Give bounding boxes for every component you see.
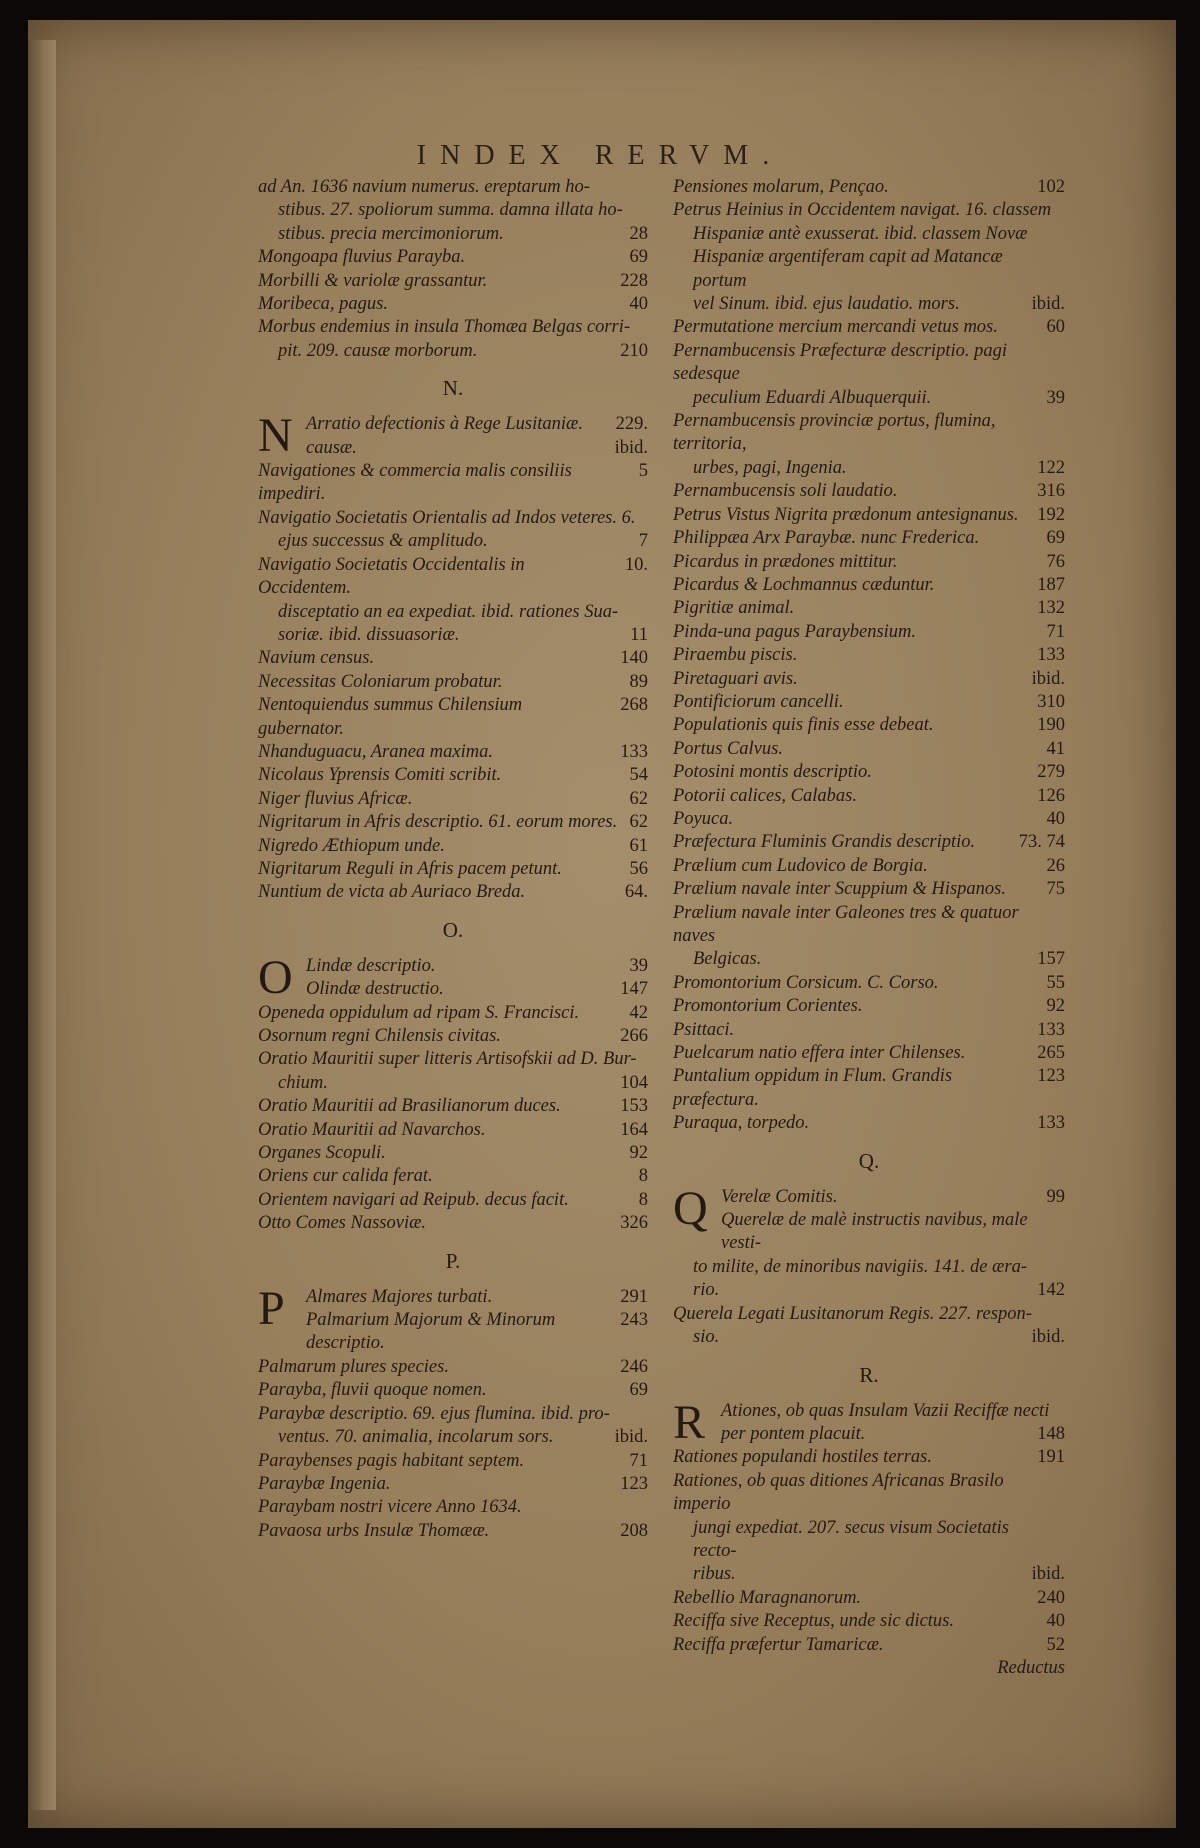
index-entry — [258, 176, 648, 199]
entry-text: Populationis quis finis esse debeat. — [673, 715, 934, 736]
entry-text: Promontorium Corientes. — [673, 996, 863, 1017]
index-entry — [258, 1356, 648, 1379]
index-entry — [258, 507, 648, 530]
entry-page-ref: 147 — [620, 979, 648, 1000]
entry-page-ref: 190 — [1037, 715, 1065, 736]
entry-text: Promontorium Corsicum. C. Corso. — [673, 972, 939, 993]
entry-page-ref: 99 — [1046, 1186, 1065, 1207]
index-entry — [673, 808, 1065, 831]
index-entry — [673, 246, 1065, 293]
entry-text: vel Sinum. ibid. ejus laudatio. mors. — [693, 294, 960, 315]
entry-page-ref: 76 — [1046, 551, 1065, 572]
index-entry — [673, 1279, 1065, 1302]
entry-text: Potosini montis descriptio. — [673, 762, 872, 783]
index-entry — [258, 437, 648, 460]
entry-page-ref: 64. — [624, 882, 648, 903]
index-entry — [258, 881, 648, 904]
section-letter: P. — [445, 1248, 461, 1273]
index-entry — [673, 1587, 1065, 1610]
index-entry — [258, 601, 648, 624]
entry-page-ref: 92 — [629, 1143, 648, 1164]
entry-page-ref: 7 — [638, 531, 648, 552]
entry-page-ref: 187 — [1037, 574, 1065, 595]
index-entry — [673, 410, 1065, 457]
index-entry — [673, 504, 1065, 527]
index-entry — [258, 246, 648, 269]
entry-text: Prælium cum Ludovico de Borgia. — [673, 855, 928, 876]
index-entry — [673, 199, 1065, 222]
entry-text: Petrus Vistus Nigrita prædonum antesignanus. — [673, 504, 1019, 525]
index-entry — [258, 955, 648, 978]
index-entry — [673, 972, 1065, 995]
entry-page-ref: 10. — [624, 554, 648, 575]
entry-page-ref: 56 — [629, 858, 648, 879]
index-entry — [673, 878, 1065, 901]
index-entry — [673, 621, 1065, 644]
page-gutter-edge — [28, 40, 56, 1810]
entry-page-ref: ibid. — [1031, 1564, 1065, 1585]
index-entry — [673, 948, 1065, 971]
index-entry — [258, 694, 648, 741]
entry-page-ref: 210 — [620, 340, 648, 361]
index-entry — [673, 340, 1065, 387]
entry-text: Rationes populandi hostiles terras. — [673, 1447, 932, 1468]
entry-text: Puelcarum natio effera inter Chilenses. — [673, 1043, 966, 1064]
index-entry — [673, 551, 1065, 574]
index-entry — [673, 1042, 1065, 1065]
entry-page-ref: 104 — [620, 1072, 648, 1093]
drop-cap: P — [258, 1281, 285, 1335]
entry-text: ventus. 70. animalia, incolarum sors. — [278, 1427, 554, 1448]
entry-page-ref: 89 — [629, 671, 648, 692]
index-entry — [258, 764, 648, 787]
index-entry — [258, 460, 648, 507]
entry-text: Arratio defectionis à Rege Lusitaniæ. — [306, 414, 583, 435]
index-entry — [258, 624, 648, 647]
entry-page-ref: 133 — [620, 741, 648, 762]
section-letter: O. — [442, 917, 464, 942]
entry-text: Belgicas. — [693, 949, 762, 970]
entry-text: ribus. — [693, 1564, 736, 1585]
index-entry — [673, 1303, 1065, 1326]
index-entry — [258, 1379, 648, 1402]
index-entry — [258, 1496, 648, 1519]
index-entry — [258, 1520, 648, 1543]
drop-cap: R — [673, 1395, 706, 1449]
entry-page-ref: 55 — [1046, 972, 1065, 993]
index-entry — [258, 1189, 648, 1212]
entry-page-ref: 40 — [1046, 1611, 1065, 1632]
entry-text: per pontem placuit. — [721, 1423, 866, 1444]
entry-text: Necessitas Coloniarum probatur. — [258, 671, 503, 692]
entry-text: Oratio Mauritii ad Navarchos. — [258, 1119, 486, 1140]
entry-page-ref: 132 — [1037, 598, 1065, 619]
index-entry — [673, 223, 1065, 246]
entry-text: stibus. 27. spoliorum summa. damna illata ho- — [278, 200, 623, 221]
index-entry — [673, 1400, 1065, 1423]
entry-page-ref: 123 — [1037, 1066, 1065, 1087]
running-head: INDEX RERVM. — [416, 140, 784, 171]
entry-text: Poyuca. — [673, 808, 734, 829]
index-entry — [673, 1019, 1065, 1042]
index-entry — [258, 1142, 648, 1165]
entry-text: Paraybam nostri vicere Anno 1634. — [258, 1497, 522, 1518]
index-entry — [673, 1423, 1065, 1446]
entry-page-ref: 92 — [1046, 996, 1065, 1017]
entry-text: Piraembu piscis. — [673, 645, 798, 666]
entry-text: chium. — [278, 1072, 328, 1093]
entry-page-ref: ibid. — [614, 1427, 648, 1448]
index-entry — [673, 1517, 1065, 1564]
entry-page-ref: ibid. — [1031, 1327, 1065, 1348]
entry-text: Puntalium oppidum in Flum. Grandis præfectura. — [673, 1066, 953, 1110]
entry-text: Palmarium Majorum & Minorum descriptio. — [306, 1310, 556, 1354]
drop-cap-entry — [258, 409, 648, 463]
index-entry — [258, 647, 648, 670]
entry-text: Pinda-una pagus Paraybensium. — [673, 621, 917, 642]
entry-page-ref: 54 — [629, 765, 648, 786]
index-entry — [673, 714, 1065, 737]
index-entry — [258, 1450, 648, 1473]
entry-page-ref: ibid. — [614, 437, 648, 458]
entry-text: Pontificiorum cancelli. — [673, 691, 844, 712]
index-entry — [258, 530, 648, 553]
entry-text: Nigritarum Reguli in Afris pacem petunt. — [258, 858, 562, 879]
index-entry — [673, 1112, 1065, 1135]
entry-text: Orientem navigari ad Reipub. decus facit. — [258, 1189, 569, 1210]
index-entry — [673, 527, 1065, 550]
entry-text: Openeda oppidulum ad ripam S. Francisci. — [258, 1002, 580, 1023]
entry-text: Moribeca, pagus. — [258, 294, 388, 315]
entry-text: Pernambucensis soli laudatio. — [673, 481, 898, 502]
index-entry — [258, 1095, 648, 1118]
entry-page-ref: 228 — [620, 270, 648, 291]
index-entry — [673, 176, 1065, 199]
index-entry — [673, 457, 1065, 480]
index-entry — [673, 855, 1065, 878]
entry-text: Querelæ de malè instructis navibus, male vesti- — [721, 1210, 1028, 1254]
entry-text: Portus Calvus. — [673, 738, 783, 759]
entry-page-ref: 266 — [620, 1026, 648, 1046]
entry-page-ref: 268 — [620, 695, 648, 716]
section-letter: R. — [859, 1362, 879, 1387]
entry-page-ref: 123 — [620, 1473, 648, 1494]
entry-text: Nicolaus Yprensis Comiti scribit. — [258, 765, 502, 786]
entry-page-ref: 69 — [1046, 528, 1065, 549]
entry-text: Potorii calices, Calabas. — [673, 785, 857, 806]
index-entry — [258, 741, 648, 764]
entry-page-ref: 140 — [620, 648, 648, 669]
index-entry — [258, 1048, 648, 1071]
entry-page-ref: 153 — [620, 1096, 648, 1117]
entry-page-ref: 243 — [620, 1310, 648, 1331]
entry-text: Osornum regni Chilensis civitas. — [258, 1026, 501, 1046]
entry-text: Ationes, ob quas Insulam Vazii Reciffæ necti — [721, 1400, 1050, 1421]
index-entry — [258, 1426, 648, 1449]
entry-text: Olindæ destructio. — [306, 979, 444, 1000]
index-entry — [258, 199, 648, 222]
index-entry — [673, 1634, 1065, 1657]
entry-text: causæ. — [306, 437, 357, 458]
entry-text: Hispaniæ argentiferam capit ad Matancæ portum — [693, 247, 1003, 291]
entry-text: ad An. 1636 navium numerus. ereptarum ho- — [258, 177, 590, 197]
entry-text: Oratio Mauritii super litteris Artisofskii ad D. Bur- — [258, 1049, 637, 1070]
entry-page-ref: 73. 74 — [1018, 832, 1065, 853]
index-entry — [673, 316, 1065, 339]
index-entry — [673, 1065, 1065, 1112]
index-entry — [258, 811, 648, 834]
entry-page-ref: 240 — [1037, 1587, 1065, 1608]
entry-text: Reciffa præfertur Tamaricæ. — [673, 1634, 884, 1655]
index-column-right — [673, 176, 1065, 1680]
entry-page-ref: 11 — [630, 624, 648, 645]
entry-text: Palmarum plures species. — [258, 1356, 449, 1377]
entry-text: Morbilli & variolæ grassantur. — [258, 270, 488, 291]
index-entry — [673, 831, 1065, 854]
index-entry — [258, 1025, 648, 1048]
drop-cap-entry — [258, 950, 648, 1004]
entry-text: Paraybæ descriptio. 69. ejus flumina. ibid. pro- — [258, 1403, 610, 1424]
index-entry — [673, 1326, 1065, 1349]
entry-text: Prælium navale inter Galeones tres & quatuor naves — [673, 902, 1019, 946]
entry-text: stibus. precia mercimoniorum. — [278, 223, 504, 244]
entry-text: Pavaosa urbs Insulæ Thomææ. — [258, 1520, 490, 1541]
entry-page-ref: 316 — [1037, 481, 1065, 502]
entry-text: Nhanduguacu, Aranea maxima. — [258, 741, 493, 762]
entry-text: Nentoquiendus summus Chilensium gubernator. — [258, 695, 523, 739]
index-entry — [673, 1446, 1065, 1469]
entry-page-ref: 246 — [620, 1356, 648, 1377]
index-entry — [673, 902, 1065, 949]
entry-text: Lindæ descriptio. — [306, 955, 436, 976]
entry-text: Nuntium de victa ab Auriaco Breda. — [258, 882, 526, 903]
entry-text: Puraqua, torpedo. — [673, 1113, 810, 1134]
index-entry — [258, 293, 648, 316]
entry-text: urbes, pagi, Ingenia. — [693, 457, 847, 478]
entry-text: Querela Legati Lusitanorum Regis. 227. respon- — [673, 1303, 1032, 1324]
entry-text: disceptatio an ea expediat. ibid. rationes Sua- — [278, 601, 619, 622]
drop-cap-entry — [258, 1281, 648, 1356]
drop-cap-entry — [673, 1395, 1065, 1449]
entry-page-ref: 26 — [1046, 855, 1065, 876]
index-entry — [673, 668, 1065, 691]
entry-page-ref: 265 — [1037, 1043, 1065, 1064]
entry-text: Navium census. — [258, 648, 375, 669]
entry-text: Psittaci. — [673, 1019, 735, 1040]
entry-text: Paraybæ Ingenia. — [258, 1473, 391, 1494]
entry-text: peculium Eduardi Albuquerquii. — [693, 387, 932, 408]
index-entry — [258, 671, 648, 694]
entry-text: Petrus Heinius in Occidentem navigat. 16. classem — [673, 200, 1052, 221]
entry-page-ref: 75 — [1046, 879, 1065, 900]
entry-text: Picardus in prædones mittitur. — [673, 551, 898, 572]
entry-page-ref: 39 — [629, 955, 648, 976]
drop-cap: Q — [673, 1181, 708, 1235]
entry-page-ref: 229. — [615, 414, 648, 435]
index-entry — [673, 1209, 1065, 1256]
index-entry — [258, 1403, 648, 1426]
index-entry — [258, 554, 648, 601]
entry-text: Almares Majores turbati. — [306, 1286, 493, 1307]
index-entry — [673, 597, 1065, 620]
entry-page-ref: 157 — [1037, 949, 1065, 970]
entry-text: Organes Scopuli. — [258, 1143, 386, 1164]
entry-text: ejus successus & amplitudo. — [278, 531, 488, 552]
entry-page-ref: 133 — [1037, 1113, 1065, 1134]
section-letter: N. — [442, 376, 464, 401]
index-entry — [258, 270, 648, 293]
index-entry — [258, 340, 648, 363]
entry-text: Rebellio Maragnanorum. — [673, 1587, 862, 1608]
entry-text: Philippæa Arx Paraybæ. nunc Frederica. — [673, 528, 980, 549]
index-entry — [673, 995, 1065, 1018]
entry-text: rio. — [693, 1280, 720, 1301]
entry-page-ref: 126 — [1037, 785, 1065, 806]
index-entry — [258, 1002, 648, 1025]
entry-text: Prælium navale inter Scuppium & Hispanos. — [673, 879, 1006, 900]
entry-text: Oriens cur calida ferat. — [258, 1166, 433, 1187]
index-entry — [258, 1212, 648, 1235]
index-column-left — [258, 176, 648, 1543]
entry-text: Nigredo Æthiopum unde. — [258, 835, 445, 856]
entry-text: jungi expediat. 207. secus visum Societatis recto- — [693, 1517, 1009, 1561]
entry-page-ref: 28 — [629, 223, 648, 244]
entry-text: Præfectura Fluminis Grandis descriptio. — [673, 832, 976, 853]
catchword: Reductus — [997, 1657, 1065, 1678]
index-entry — [258, 1165, 648, 1188]
entry-text: Pernambucensis provinciæ portus, flumina, territoria, — [673, 411, 996, 455]
index-entry — [258, 1072, 648, 1095]
entry-text: soriæ. ibid. dissuasoriæ. — [278, 624, 460, 645]
entry-page-ref: ibid. — [1031, 294, 1065, 315]
index-entry — [258, 1119, 648, 1142]
index-entry — [673, 1186, 1065, 1209]
entry-page-ref: 41 — [1046, 738, 1065, 759]
index-entry — [258, 835, 648, 858]
index-entry — [258, 1309, 648, 1356]
entry-page-ref: 69 — [629, 1380, 648, 1401]
index-entry — [258, 1473, 648, 1496]
entry-page-ref: 208 — [620, 1520, 648, 1541]
drop-cap-entry — [673, 1181, 1065, 1256]
entry-text: Navigatio Societatis Occidentalis in Occidentem. — [258, 554, 525, 599]
entry-page-ref: 42 — [629, 1002, 648, 1023]
index-entry — [673, 691, 1065, 714]
entry-page-ref: 40 — [629, 294, 648, 315]
index-entry — [673, 1610, 1065, 1633]
entry-page-ref: 40 — [1046, 808, 1065, 829]
index-entry — [673, 574, 1065, 597]
entry-text: Piretaguari avis. — [673, 668, 798, 689]
index-entry — [258, 858, 648, 881]
entry-text: to milite, de minoribus navigiis. 141. de æra- — [693, 1256, 1028, 1277]
entry-page-ref: 291 — [620, 1286, 648, 1307]
entry-text: Verelæ Comitis. — [721, 1186, 838, 1207]
index-entry — [673, 480, 1065, 503]
entry-page-ref: 148 — [1037, 1423, 1065, 1444]
index-entry — [258, 223, 648, 246]
entry-text: Paraybenses pagis habitant septem. — [258, 1450, 525, 1471]
index-entry — [258, 316, 648, 339]
entry-page-ref: 5 — [638, 461, 648, 482]
entry-text: Reciffa sive Receptus, unde sic dictus. — [673, 1611, 955, 1632]
index-entry — [258, 413, 648, 436]
drop-cap: N — [258, 409, 293, 463]
entry-page-ref: 39 — [1046, 387, 1065, 408]
entry-text: Pigritiæ animal. — [673, 598, 795, 619]
index-entry — [673, 644, 1065, 667]
entry-page-ref: 164 — [620, 1119, 648, 1140]
entry-text: Oratio Mauritii ad Brasilianorum duces. — [258, 1096, 561, 1117]
entry-page-ref: 192 — [1037, 504, 1065, 525]
entry-text: Navigationes & commercia malis consiliis impediri. — [258, 461, 572, 505]
entry-page-ref: 122 — [1037, 457, 1065, 478]
entry-page-ref: 326 — [620, 1213, 648, 1234]
entry-text: pit. 209. causæ morborum. — [278, 340, 478, 361]
entry-page-ref: 69 — [629, 247, 648, 268]
entry-text: Mongoapa fluvius Parayba. — [258, 247, 466, 268]
entry-text: Nigritarum in Afris descriptio. 61. eorum mores. — [258, 812, 618, 833]
entry-page-ref: 310 — [1037, 691, 1065, 712]
index-entry — [673, 761, 1065, 784]
entry-page-ref: 8 — [638, 1189, 648, 1210]
entry-text: Rationes, ob quas ditiones Africanas Brasilo imperio — [673, 1470, 1004, 1515]
entry-text: Niger fluvius Africæ. — [258, 788, 413, 809]
entry-text: Pensiones molarum, Pençao. — [673, 177, 889, 197]
index-entry — [673, 1563, 1065, 1586]
entry-text: Picardus & Lochmannus cæduntur. — [673, 574, 935, 595]
index-entry — [673, 293, 1065, 316]
entry-page-ref: 62 — [629, 812, 648, 833]
index-entry — [673, 1470, 1065, 1517]
entry-text: Hispaniæ antè exusserat. ibid. classem Novæ — [693, 223, 1028, 244]
entry-page-ref: ibid. — [1031, 668, 1065, 689]
index-entry — [673, 387, 1065, 410]
entry-page-ref: 62 — [629, 788, 648, 809]
entry-page-ref: 71 — [1046, 621, 1065, 642]
entry-text: Morbus endemius in insula Thomæa Belgas corri- — [258, 317, 631, 338]
entry-text: Pernambucensis Præfecturæ descriptio. pagi sedesque — [673, 340, 1007, 385]
index-entry — [673, 785, 1065, 808]
entry-page-ref: 61 — [629, 835, 648, 856]
entry-text: Navigatio Societatis Orientalis ad Indos veteres. 6. — [258, 507, 636, 528]
entry-page-ref: 60 — [1046, 317, 1065, 338]
entry-page-ref: 191 — [1037, 1447, 1065, 1468]
entry-page-ref: 102 — [1037, 177, 1065, 197]
entry-page-ref: 52 — [1046, 1634, 1065, 1655]
index-entry — [258, 978, 648, 1001]
entry-text: Permutatione mercium mercandi vetus mos. — [673, 317, 998, 338]
entry-page-ref: 142 — [1037, 1280, 1065, 1301]
entry-page-ref: 8 — [638, 1166, 648, 1187]
index-entry — [673, 738, 1065, 761]
section-letter: Q. — [858, 1148, 880, 1173]
index-entry — [258, 788, 648, 811]
entry-page-ref: 279 — [1037, 762, 1065, 783]
entry-page-ref: 133 — [1037, 645, 1065, 666]
entry-text: Parayba, fluvii quoque nomen. — [258, 1380, 487, 1401]
entry-text: sio. — [693, 1327, 720, 1348]
index-entry — [258, 1286, 648, 1309]
entry-page-ref: 71 — [629, 1450, 648, 1471]
entry-page-ref: 133 — [1037, 1019, 1065, 1040]
drop-cap: O — [258, 950, 293, 1004]
entry-text: Otto Comes Nassoviæ. — [258, 1213, 427, 1234]
index-entry — [673, 1256, 1065, 1279]
